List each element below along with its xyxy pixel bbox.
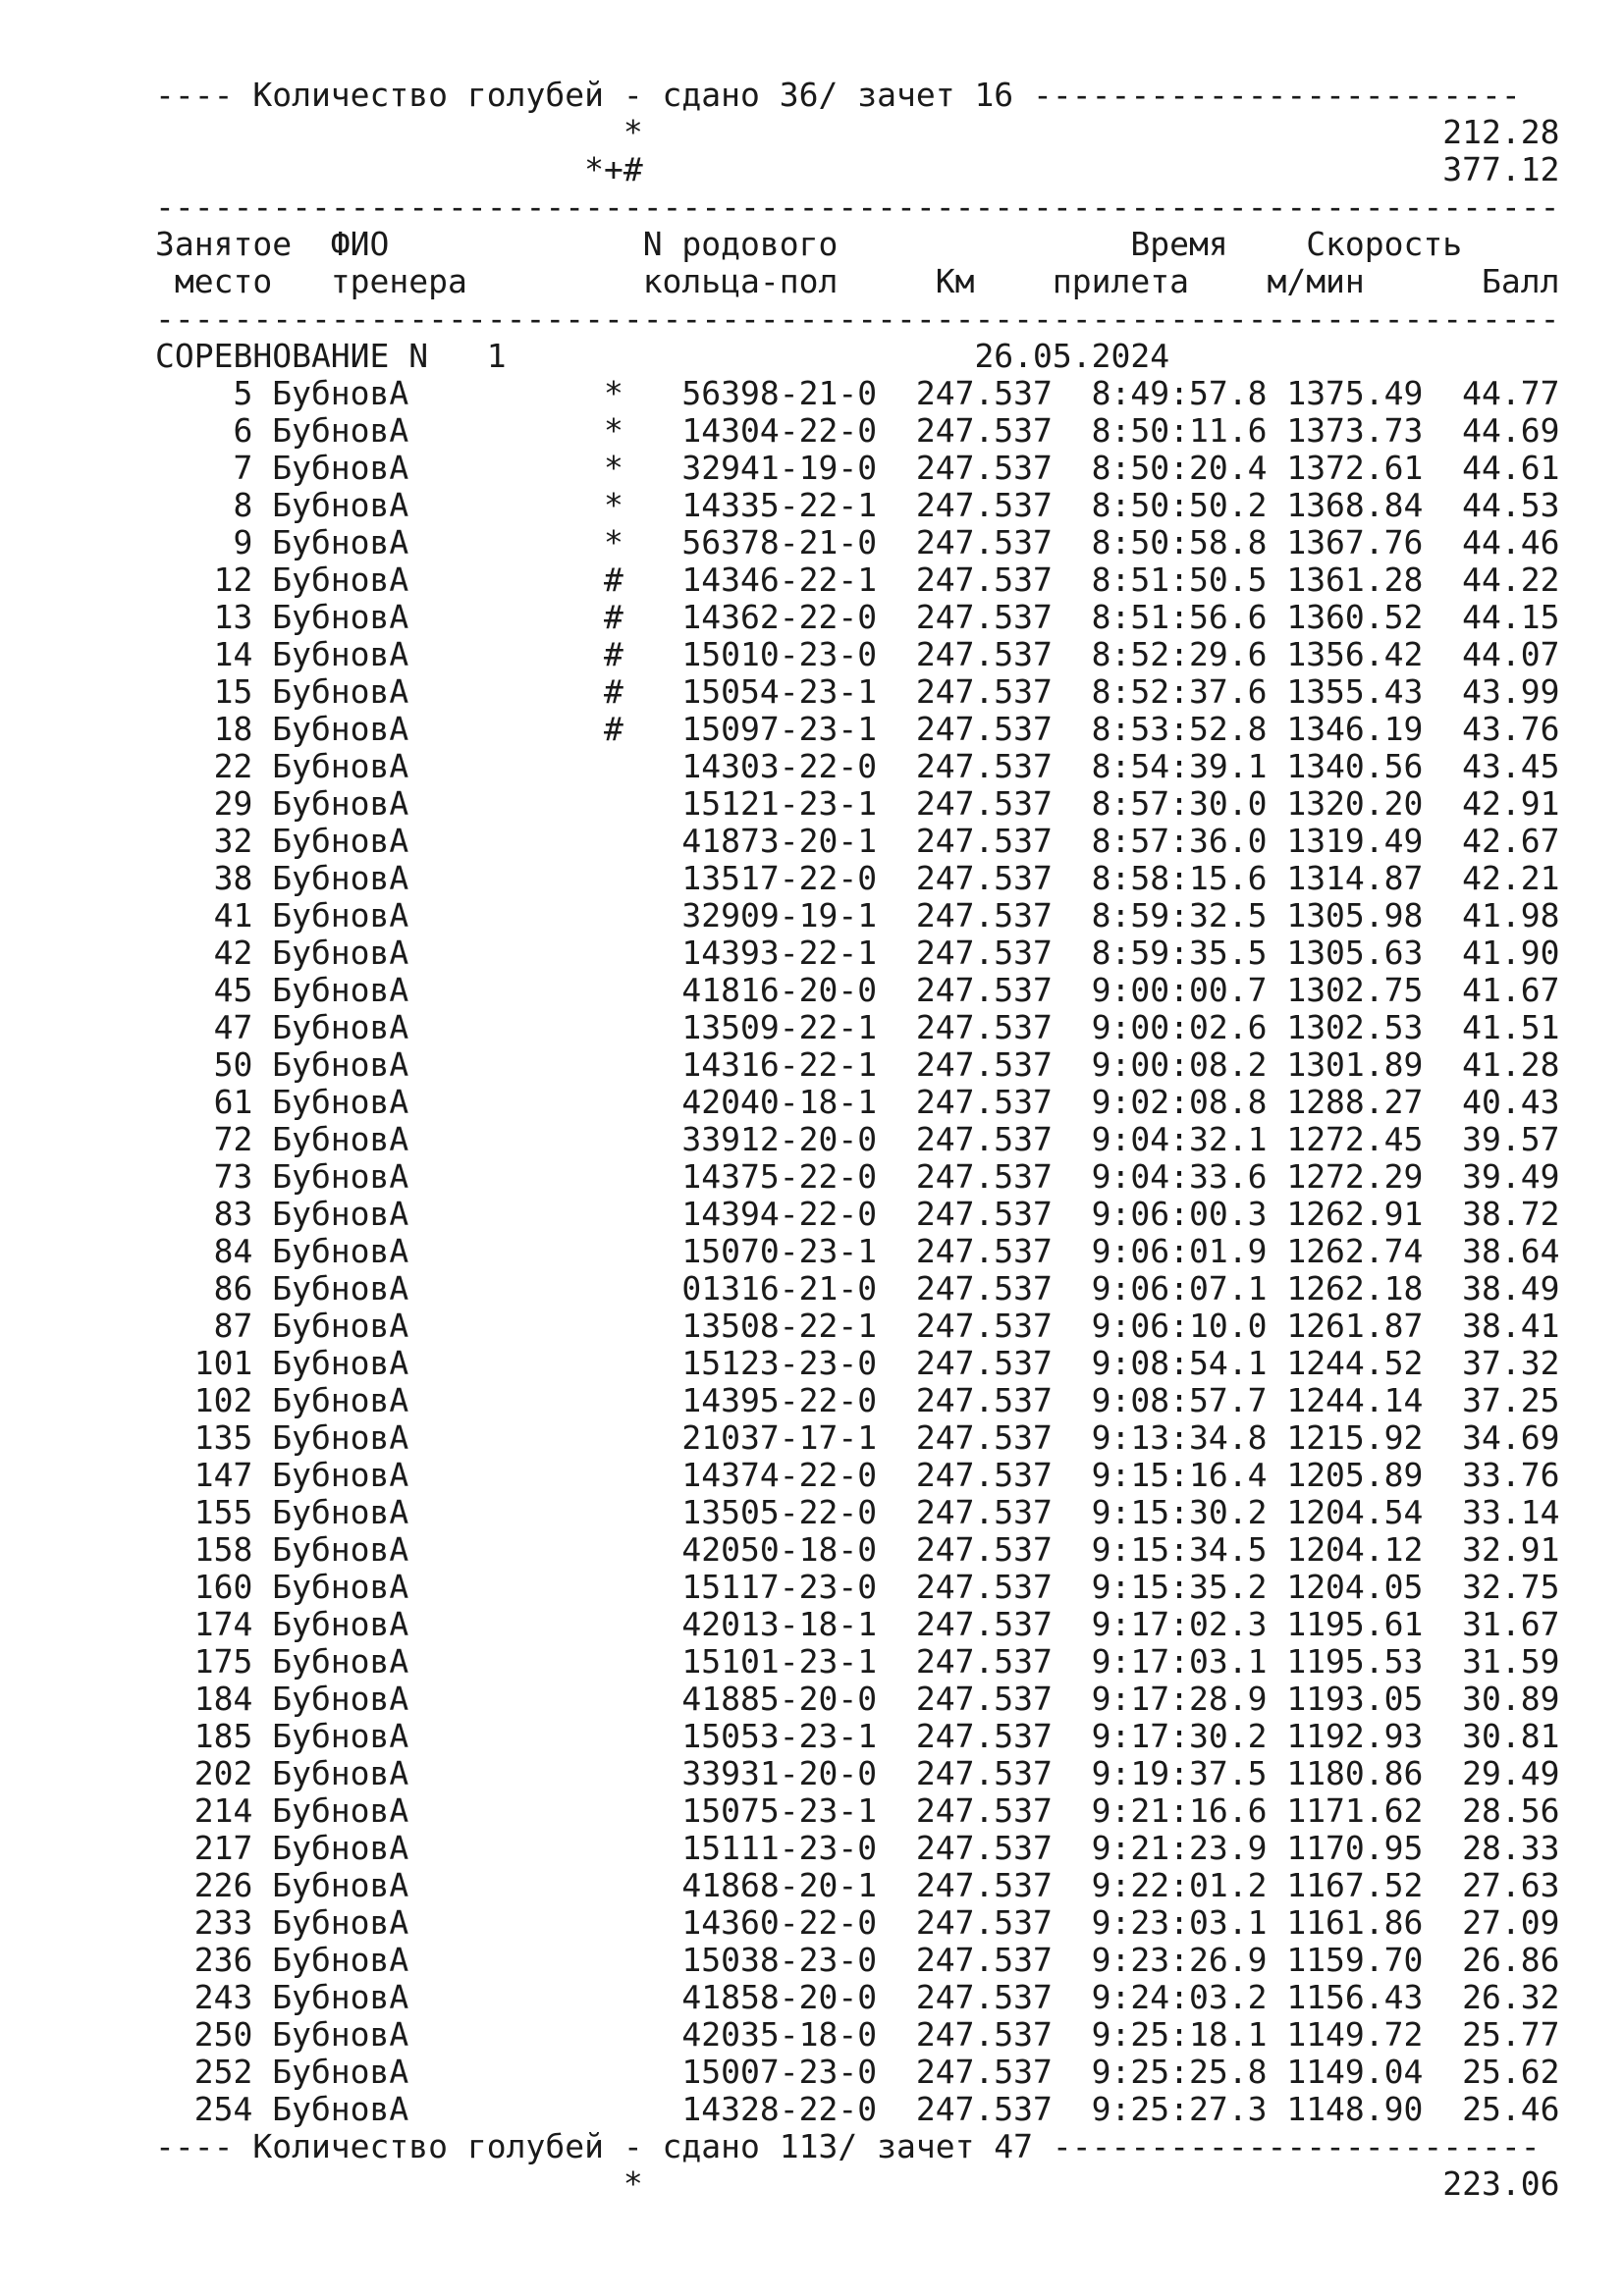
- table-row: 243 БубновА 41858-20-0 247.537 9:24:03.2 1156.43 26.32: [155, 1978, 1560, 2016]
- table-row: 72 БубновА 33912-20-0 247.537 9:04:32.1 1272.45 39.57: [155, 1120, 1560, 1158]
- table-row: 50 БубновА 14316-22-1 247.537 9:00:08.2 1301.89 41.28: [155, 1045, 1560, 1084]
- table-row: 252 БубновА 15007-23-0 247.537 9:25:25.8 1149.04 25.62: [155, 2053, 1560, 2091]
- report-page: [155, 77, 1559, 2203]
- table-row: 233 БубновА 14360-22-0 247.537 9:23:03.1 1161.86 27.09: [155, 1903, 1560, 1942]
- table-row: 226 БубновА 41868-20-1 247.537 9:22:01.2 1167.52 27.63: [155, 1866, 1560, 1904]
- summary-bottom-row: * 223.06: [155, 2164, 1560, 2203]
- table-row: 185 БубновА 15053-23-1 247.537 9:17:30.2 1192.93 30.81: [155, 1717, 1560, 1755]
- table-row: 5 БубновА * 56398-21-0 247.537 8:49:57.8 1375.49 44.77: [155, 374, 1560, 412]
- table-row: 61 БубновА 42040-18-1 247.537 9:02:08.8 1288.27 40.43: [155, 1083, 1560, 1121]
- competition-header: СОРЕВНОВАНИЕ N 1 26.05.2024: [155, 337, 1170, 375]
- table-row: 9 БубновА * 56378-21-0 247.537 8:50:58.8 1367.76 44.46: [155, 523, 1560, 561]
- table-row: 47 БубновА 13509-22-1 247.537 9:00:02.6 1302.53 41.51: [155, 1008, 1560, 1046]
- table-row: 250 БубновА 42035-18-0 247.537 9:25:18.1 1149.72 25.77: [155, 2015, 1560, 2054]
- table-row: 42 БубновА 14393-22-1 247.537 8:59:35.5 1305.63 41.90: [155, 934, 1560, 972]
- summary-bottom-rule: ---- Количество голубей - сдано 113/ зачет 47 -------------------------: [155, 2127, 1541, 2165]
- table-row: 14 БубновА # 15010-23-0 247.537 8:52:29.6 1356.42 44.07: [155, 635, 1560, 673]
- table-row: 12 БубновА # 14346-22-1 247.537 8:51:50.5 1361.28 44.22: [155, 561, 1560, 599]
- table-row: 8 БубновА * 14335-22-1 247.537 8:50:50.2 1368.84 44.53: [155, 486, 1560, 524]
- table-row: 214 БубновА 15075-23-1 247.537 9:21:16.6 1171.62 28.56: [155, 1791, 1560, 1830]
- divider: ------------------------------------------------------------------------: [155, 299, 1560, 338]
- table-row: 45 БубновА 41816-20-0 247.537 9:00:00.7 1302.75 41.67: [155, 971, 1560, 1009]
- table-row: 32 БубновА 41873-20-1 247.537 8:57:36.0 1319.49 42.67: [155, 822, 1560, 860]
- table-row: 15 БубновА # 15054-23-1 247.537 8:52:37.6 1355.43 43.99: [155, 672, 1560, 711]
- table-row: 175 БубновА 15101-23-1 247.537 9:17:03.1 1195.53 31.59: [155, 1642, 1560, 1681]
- table-row: 41 БубновА 32909-19-1 247.537 8:59:32.5 1305.98 41.98: [155, 896, 1560, 934]
- table-row: 174 БубновА 42013-18-1 247.537 9:17:02.3 1195.61 31.67: [155, 1605, 1560, 1643]
- table-row: 6 БубновА * 14304-22-0 247.537 8:50:11.6 1373.73 44.69: [155, 411, 1560, 450]
- table-row: 158 БубновА 42050-18-0 247.537 9:15:34.5 1204.12 32.91: [155, 1530, 1560, 1569]
- table-row: 184 БубновА 41885-20-0 247.537 9:17:28.9 1193.05 30.89: [155, 1680, 1560, 1718]
- table-row: 160 БубновА 15117-23-0 247.537 9:15:35.2 1204.05 32.75: [155, 1568, 1560, 1606]
- summary-top-rule: ---- Количество голубей - сдано 36/ зачет 16 -------------------------: [155, 76, 1521, 114]
- table-row: 155 БубновА 13505-22-0 247.537 9:15:30.2 1204.54 33.14: [155, 1493, 1560, 1531]
- table-row: 29 БубновА 15121-23-1 247.537 8:57:30.0 1320.20 42.91: [155, 784, 1560, 823]
- table-row: 236 БубновА 15038-23-0 247.537 9:23:26.9 1159.70 26.86: [155, 1941, 1560, 1979]
- table-row: 202 БубновА 33931-20-0 247.537 9:19:37.5 1180.86 29.49: [155, 1754, 1560, 1792]
- table-row: 87 БубновА 13508-22-1 247.537 9:06:10.0 1261.87 38.41: [155, 1307, 1560, 1345]
- table-row: 135 БубновА 21037-17-1 247.537 9:13:34.8 1215.92 34.69: [155, 1418, 1560, 1457]
- table-row: 7 БубновА * 32941-19-0 247.537 8:50:20.4 1372.61 44.61: [155, 449, 1560, 487]
- table-row: 102 БубновА 14395-22-0 247.537 9:08:57.7 1244.14 37.25: [155, 1381, 1560, 1419]
- table-row: 18 БубновА # 15097-23-1 247.537 8:53:52.8 1346.19 43.76: [155, 710, 1560, 748]
- column-header-line-1: Занятое ФИО N родового Время Скорость: [155, 225, 1463, 263]
- divider: ------------------------------------------------------------------------: [155, 187, 1560, 226]
- table-row: 38 БубновА 13517-22-0 247.537 8:58:15.6 1314.87 42.21: [155, 859, 1560, 897]
- table-row: 86 БубновА 01316-21-0 247.537 9:06:07.1 1262.18 38.49: [155, 1269, 1560, 1308]
- table-row: 84 БубновА 15070-23-1 247.537 9:06:01.9 1262.74 38.64: [155, 1232, 1560, 1270]
- table-row: 13 БубновА # 14362-22-0 247.537 8:51:56.6 1360.52 44.15: [155, 598, 1560, 636]
- summary-top-row: *+# 377.12: [155, 150, 1560, 188]
- table-row: 217 БубновА 15111-23-0 247.537 9:21:23.9 1170.95 28.33: [155, 1829, 1560, 1867]
- column-header-line-2: место тренера кольца-пол Км прилета м/мин Балл: [155, 262, 1560, 300]
- summary-top-row: * 212.28: [155, 113, 1560, 151]
- table-row: 22 БубновА 14303-22-0 247.537 8:54:39.1 1340.56 43.45: [155, 747, 1560, 785]
- table-row: 254 БубновА 14328-22-0 247.537 9:25:27.3 1148.90 25.46: [155, 2090, 1560, 2128]
- table-row: 83 БубновА 14394-22-0 247.537 9:06:00.3 1262.91 38.72: [155, 1195, 1560, 1233]
- table-row: 147 БубновА 14374-22-0 247.537 9:15:16.4 1205.89 33.76: [155, 1456, 1560, 1494]
- table-row: 73 БубновА 14375-22-0 247.537 9:04:33.6 1272.29 39.49: [155, 1157, 1560, 1196]
- table-row: 101 БубновА 15123-23-0 247.537 9:08:54.1 1244.52 37.32: [155, 1344, 1560, 1382]
